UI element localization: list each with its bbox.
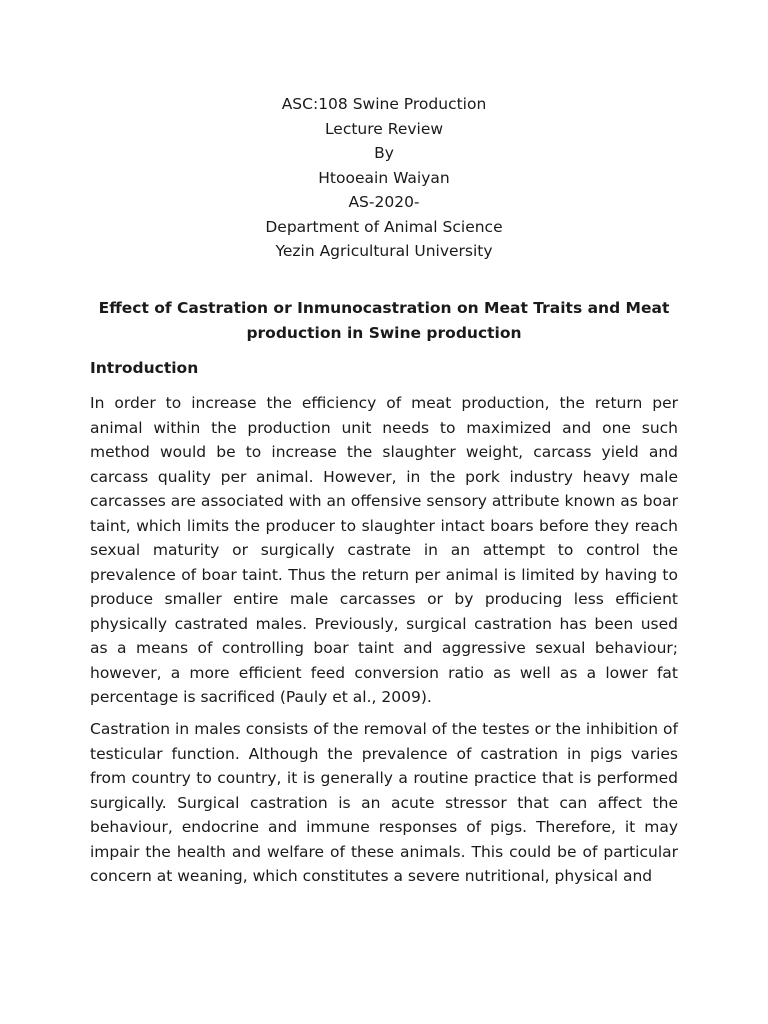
university-name: Yezin Agricultural University [275, 242, 493, 260]
section-heading-introduction: Introduction [90, 359, 199, 377]
document-title: Effect of Castration or Inmunocastration on Meat Traits and Meat production in Swine production [98, 299, 670, 342]
student-id: AS-2020- [348, 193, 420, 211]
document-header [0, 92, 768, 264]
course-title: ASC:108 Swine Production [281, 95, 487, 113]
paragraph-1: In order to increase the efficiency of meat production, the return per animal within the production unit needs to maximized and one such method would be to increase the slaughter weight, carcass yield and carcass quality per animal. However, in the pork industry heavy male carcasses are associated with an offensive sensory attribute known as boar taint, which limits the producer to slaughter intact boars before they reach sexual maturity or surgically castrate in an attempt to control the prevalence of boar taint. Thus the return per animal is limited by having to produce smaller entire male carcasses or by producing less efficient physically castrated males. Previously, surgical castration has been used as a means of controlling boar taint and aggressive sexual behaviour; however, a more efficient feed conversion ratio as well as a lower fat percentage is sacrificed (Pauly et al., 2009). [90, 394, 678, 706]
department-name: Department of Animal Science [265, 217, 503, 236]
by-label: By [374, 144, 394, 162]
paragraph-2: Castration in males consists of the removal of the testes or the inhibition of testicular function. Although the prevalence of castration in pigs varies from country to country, it is generally a routine practice that is performed surgically. Surgical castration is an acute stressor that can affect the behaviour, endocrine and immune responses of pigs. Therefore, it may impair the health and welfare of these animals. This could be of particular concern at weaning, which constitutes a severe nutritional, physical and [90, 720, 678, 885]
author-name: Htooeain Waiyan [318, 168, 450, 187]
document-type: Lecture Review [324, 119, 444, 138]
